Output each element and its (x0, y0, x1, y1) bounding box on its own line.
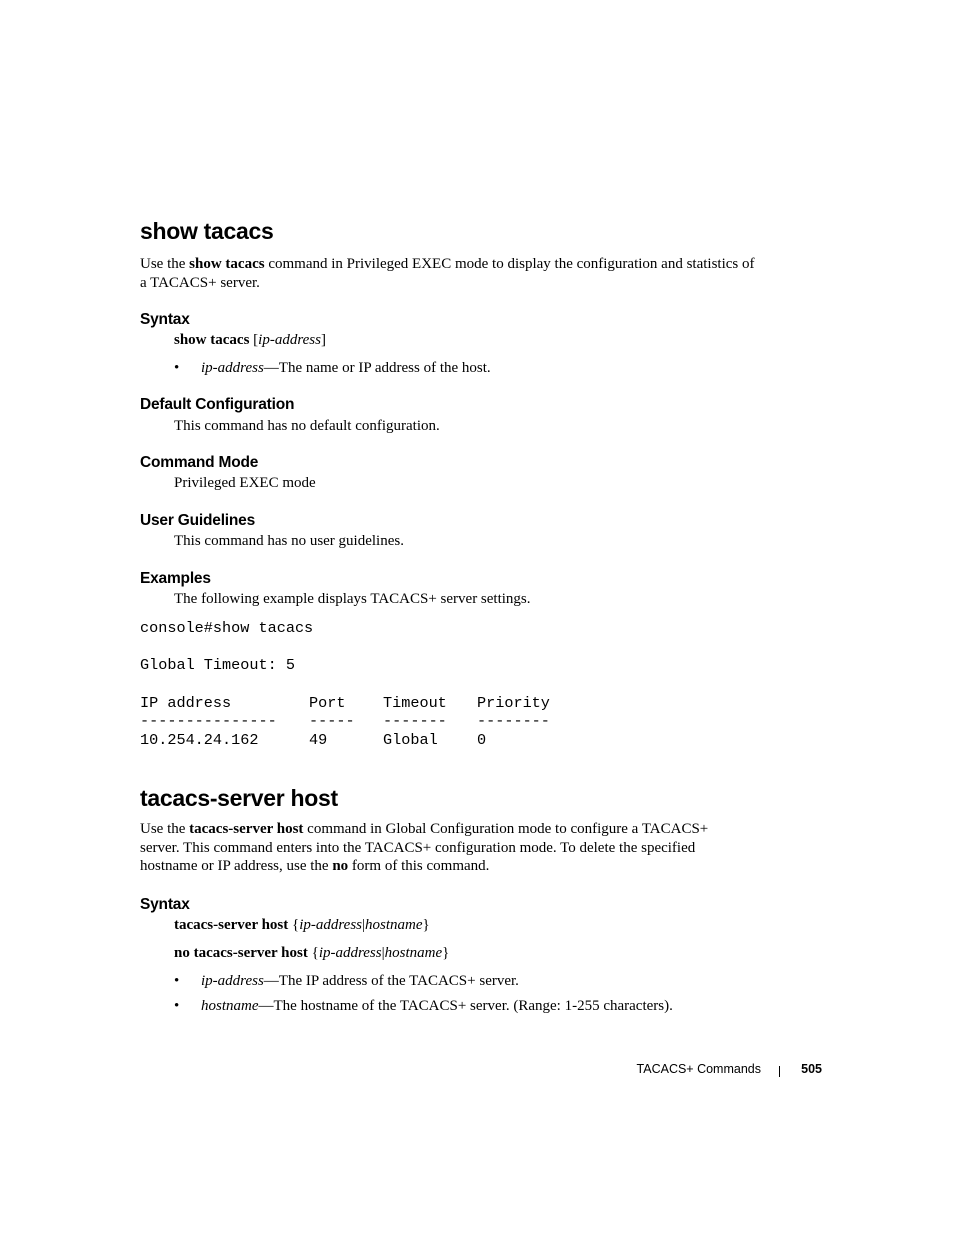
column-header: Priority (477, 694, 550, 712)
intro-text: command in Privileged EXEC mode to display the configuration and statistics of a TACACS+ server. (140, 256, 755, 291)
bullet-text (201, 972, 519, 990)
console-command: console#show tacacs (140, 619, 314, 637)
syntax-heading: Syntax (140, 311, 190, 328)
param-description: —The name or IP address of the host. (263, 360, 491, 376)
page-footer (600, 1062, 822, 1080)
syntax-bracket: ] (320, 332, 326, 348)
syntax-command: show tacacs (174, 332, 250, 348)
console-table-divider (140, 712, 580, 730)
syntax-separator: | (381, 945, 385, 961)
syntax-command: tacacs-server host (174, 917, 289, 933)
examples-text: The following example displays TACACS+ server settings. (174, 591, 531, 607)
syntax-param: hostname (384, 945, 443, 961)
examples-heading: Examples (140, 570, 211, 587)
param-name: ip-address (201, 360, 264, 376)
syntax-bracket: { (307, 945, 319, 961)
table-cell: 10.254.24.162 (140, 731, 259, 749)
command-name: show tacacs (189, 256, 265, 272)
column-divider: --------------- (140, 712, 277, 730)
column-divider: ------- (383, 712, 447, 730)
param-name: hostname (201, 998, 259, 1014)
syntax-line (174, 331, 326, 349)
syntax-line (174, 944, 449, 962)
intro-text: form of this command. (348, 858, 490, 874)
footer-divider (779, 1066, 780, 1077)
page-number: 505 (801, 1062, 822, 1076)
column-header: IP address (140, 694, 232, 712)
syntax-bracket: } (442, 945, 450, 961)
bullet-text (201, 997, 673, 1015)
param-description: —The hostname of the TACACS+ server. (Range: 1-255 characters). (258, 998, 673, 1014)
show-tacacs-description (140, 255, 760, 292)
user-guidelines-text: This command has no user guidelines. (174, 533, 404, 549)
syntax-param: hostname (365, 917, 423, 933)
command-mode-heading: Command Mode (140, 454, 259, 471)
intro-text: command in Global Configuration mode to configure a TACACS+ server. This command enters into the TACACS+ configuration mode. To delete the specified hostname or IP address, use the (140, 821, 709, 874)
table-cell: 0 (477, 731, 487, 749)
footer-section-name: TACACS+ Commands (636, 1062, 761, 1076)
console-table-row (140, 731, 580, 749)
column-divider: ----- (309, 712, 355, 730)
bullet-text (201, 359, 491, 377)
syntax-param: ip-address (318, 945, 382, 961)
column-header: Port (309, 694, 346, 712)
syntax-line (174, 916, 430, 934)
default-configuration-text: This command has no default configuration. (174, 418, 440, 434)
command-mode-text: Privileged EXEC mode (174, 475, 316, 491)
no-keyword: no (332, 858, 349, 874)
syntax-heading: Syntax (140, 896, 190, 913)
section-title-tacacs-server-host: tacacs-server host (140, 785, 338, 811)
param-name: ip-address (201, 973, 264, 989)
command-name: tacacs-server host (189, 821, 304, 837)
syntax-bracket: [ (249, 332, 259, 348)
syntax-bracket: } (422, 917, 430, 933)
syntax-bracket: { (288, 917, 300, 933)
intro-text: Use the (140, 821, 190, 837)
bullet-icon: • (174, 360, 180, 376)
section-title-show-tacacs: show tacacs (140, 218, 274, 244)
bullet-icon: • (174, 973, 180, 989)
bullet-icon: • (174, 998, 180, 1014)
user-guidelines-heading: User Guidelines (140, 512, 256, 529)
syntax-param: ip-address (258, 332, 321, 348)
param-description: —The IP address of the TACACS+ server. (263, 973, 519, 989)
column-header: Timeout (383, 694, 447, 712)
syntax-command: no tacacs-server host (174, 945, 308, 961)
intro-text: Use the (140, 256, 190, 272)
syntax-separator: | (362, 917, 366, 933)
default-configuration-heading: Default Configuration (140, 396, 295, 413)
console-global-timeout: Global Timeout: 5 (140, 656, 295, 674)
table-cell: Global (383, 731, 438, 749)
table-cell: 49 (309, 731, 328, 749)
column-divider: -------- (477, 712, 550, 730)
tacacs-server-host-description (140, 820, 740, 876)
syntax-param: ip-address (299, 917, 362, 933)
console-table-header (140, 694, 580, 712)
